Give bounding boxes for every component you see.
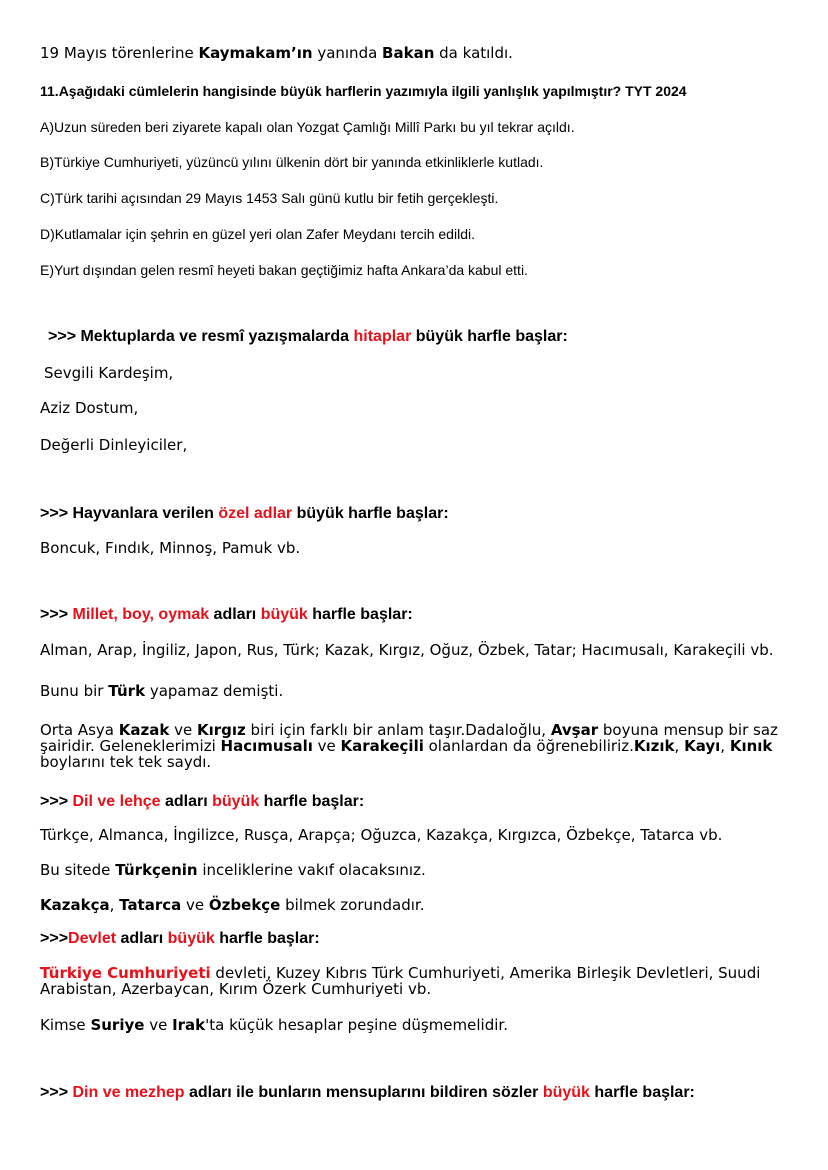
option-e: E)Yurt dışından gelen resmî heyeti bakan geçtiğimiz hafta Ankara’da kabul etti. [40,262,528,278]
languages-sentence-2: Kazakça, Tatarca ve Özbekçe bilmek zorundadır. [40,896,425,914]
question-title: 11.Aşağıdaki cümlelerin hangisinde büyük harflerin yazımıyla ilgili yanlışlık yapılmıştır? TYT 2024 [40,83,687,99]
states-sentence: Kimse Suriye ve Irak'ta küçük hesaplar peşine düşmemelidir. [40,1016,508,1034]
intro-sentence: 19 Mayıs törenlerine Kaymakam’ın yanında Bakan da katıldı. [40,44,513,62]
letters-example-2: Aziz Dostum, [40,399,139,417]
letters-example-1: Sevgili Kardeşim, [44,364,174,382]
religion-heading: >>> Din ve mezhep adları ile bunların mensuplarını bildiren sözler büyük harfle başlar: [40,1084,695,1101]
languages-heading: >>> Dil ve lehçe adları büyük harfle başlar: [40,793,365,810]
option-d: D)Kutlamalar için şehrin en güzel yeri olan Zafer Meydanı tercih edildi. [40,226,475,242]
letters-heading: >>> Mektuplarda ve resmî yazışmalarda hitaplar büyük harfle başlar: [48,328,568,345]
nations-list: Alman, Arap, İngiliz, Japon, Rus, Türk; Kazak, Kırgız, Oğuz, Özbek, Tatar; Hacımusalı, Karakeçili vb. [40,641,774,659]
languages-list: Türkçe, Almanca, İngilizce, Rusça, Arapça; Oğuzca, Kazakça, Kırgızca, Özbekçe, Tatarca vb. [40,826,723,844]
option-c: C)Türk tarihi açısından 29 Mayıs 1453 Salı günü kutlu bir fetih gerçekleşti. [40,190,499,206]
option-b: B)Türkiye Cumhuriyeti, yüzüncü yılını ülkenin dört bir yanında etkinliklerle kutladı. [40,154,544,170]
animals-heading: >>> Hayvanlara verilen özel adlar büyük harfle başlar: [40,505,449,522]
letters-example-3: Değerli Dinleyiciler, [40,436,188,454]
animals-examples: Boncuk, Fındık, Minnoş, Pamuk vb. [40,539,301,557]
languages-sentence-1: Bu sitede Türkçenin inceliklerine vakıf olacaksınız. [40,861,426,879]
states-heading: >>>Devlet adları büyük harfle başlar: [40,930,320,947]
option-a: A)Uzun süreden beri ziyarete kapalı olan Yozgat Çamlığı Millî Parkı bu yıl tekrar açıldı. [40,119,575,135]
nations-paragraph: Orta Asya Kazak ve Kırgız biri için farklı bir anlam taşır.Dadaloğlu, Avşar boyuna mensup bir saz şairidir. Geleneklerimizi Hacımusalı ve Karakeçili olanlardan da öğrenebiliriz.Kızık, Kayı, Kınık boylarını tek tek saydı. [40,721,778,771]
states-paragraph: Türkiye Cumhuriyeti devleti, Kuzey Kıbrıs Türk Cumhuriyeti, Amerika Birleşik Devletleri, Suudi Arabistan, Azerbaycan, Kırım Özerk Cumhuriyeti vb. [40,964,761,998]
nations-sentence: Bunu bir Türk yapamaz demişti. [40,682,284,700]
nations-heading: >>> Millet, boy, oymak adları büyük harfle başlar: [40,606,413,623]
